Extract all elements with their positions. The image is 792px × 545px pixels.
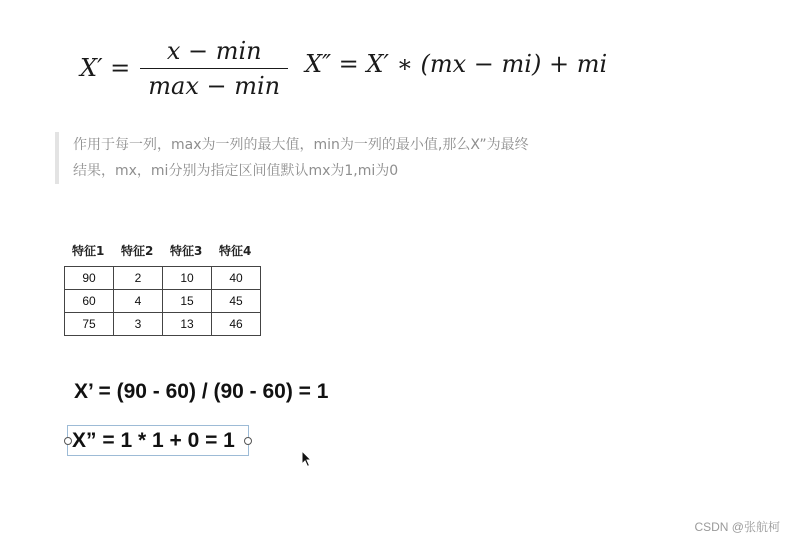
table-cell: 15 xyxy=(163,290,212,313)
mouse-cursor-icon xyxy=(301,450,313,468)
note-line-2: 结果，mx，mi分别为指定区间值默认mx为1,mi为0 xyxy=(73,163,399,179)
table-cell: 60 xyxy=(65,290,114,313)
table-cell: 4 xyxy=(114,290,163,313)
feature-table-block xyxy=(64,240,261,336)
table-header: 特征4 xyxy=(219,243,252,258)
table-cell: 45 xyxy=(212,290,261,313)
note-line-1: 作用于每一列，max为一列的最大值，min为一列的最小值,那么X”为最终 xyxy=(73,137,529,153)
resize-handle-right[interactable] xyxy=(244,437,252,445)
formula-denominator: max − min xyxy=(140,68,288,100)
resize-handle-left[interactable] xyxy=(64,437,72,445)
table-cell: 13 xyxy=(163,313,212,336)
scale-formula: X″ = X′ ∗ (mx − mi) + mi xyxy=(305,50,608,78)
feature-table xyxy=(64,266,261,336)
table-header: 特征1 xyxy=(72,243,105,258)
calculation-line-1: X’ = (90 - 60) / (90 - 60) = 1 xyxy=(74,380,329,403)
table-headers xyxy=(64,240,261,260)
table-cell: 75 xyxy=(65,313,114,336)
formula-lhs: X′ = xyxy=(80,54,131,82)
table-cell: 2 xyxy=(114,267,163,290)
note-blockquote xyxy=(55,132,633,184)
table-cell: 90 xyxy=(65,267,114,290)
formula-numerator: x − min xyxy=(166,36,262,65)
table-cell: 10 xyxy=(163,267,212,290)
table-row xyxy=(65,313,261,336)
table-row xyxy=(65,267,261,290)
table-cell: 46 xyxy=(212,313,261,336)
table-cell: 40 xyxy=(212,267,261,290)
table-row xyxy=(65,290,261,313)
selected-text-box[interactable] xyxy=(67,425,249,456)
table-cell: 3 xyxy=(114,313,163,336)
table-header: 特征2 xyxy=(121,243,154,258)
calculation-line-2[interactable]: X” = 1 * 1 + 0 = 1 xyxy=(72,429,235,452)
table-header: 特征3 xyxy=(170,243,203,258)
csdn-watermark: CSDN @张航柯 xyxy=(694,520,780,534)
formula-fraction xyxy=(140,37,288,100)
minmax-formula xyxy=(80,36,288,100)
